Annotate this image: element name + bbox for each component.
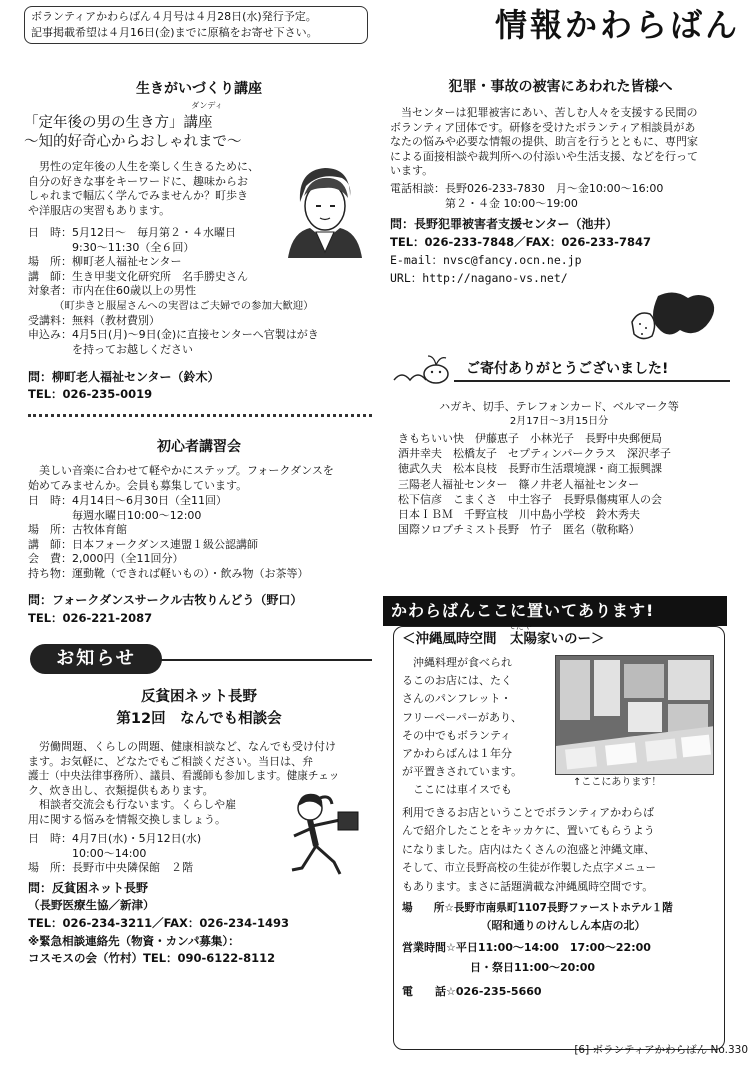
text-line: ボランティア団体です。研修を受けたボランティア相談員があ [390,120,696,134]
ikigai-subtitle: ～知的好奇心からおしゃれまで～ [24,134,242,150]
text-line: さんのパンフレット・ [402,692,512,706]
text-line: ここには車イスでも [413,783,512,797]
masthead-title: 情報かわらばん [494,6,740,44]
notice-line: 記事掲載希望は４月16日(金)までに原稿をお寄せ下さい。 [31,26,318,39]
notice-line: ボランティアかわらばん４月号は４月28日(水)発行予定。 [31,10,317,23]
notice-box [24,6,368,44]
placed-hours: 日・祭日11:00～20:00 [470,961,596,974]
text-line: 相談者交流会も行ないます。くらしや雇 [39,798,237,812]
donation-items: ハガキ、切手、テレフォンカード、ベルマーク等 [439,400,679,413]
phone-line: 電話相談：長野026-233-7830 月～金10:00～16:00 [390,182,664,195]
detail-line: （町歩きと服屋さんへの実習はご夫婦での参加大歓迎） [28,299,314,312]
hinkon-heading: 第12回 なんでも相談会 [116,711,282,727]
donor-line: 酒井幸夫 松橋友子 セプティンパークラス 深沢孝子 [398,447,672,461]
placed-hours: 営業時間☆平日11:00～14:00 17:00～22:00 [402,941,651,954]
text-line: が平置きされています。 [402,765,523,779]
donor-list [398,431,734,537]
text-line: フリーペーパーがあり、 [402,710,523,724]
crime-email: E-mail：nvsc@fancy.ocn.ne.jp [390,253,582,267]
placed-phone: 電 話☆026-235-5660 [402,985,542,998]
text-line: アかわらばんは１年分 [402,747,512,761]
text-line: 始めてみませんか。会員も募集しています。 [28,478,248,492]
placed-banner: かわらばんここに置いてあります! [383,596,727,626]
detail-line: 申込み：4月5日(月)～9日(金)に直接センターへ官製はがき [28,328,319,342]
text-line: るこのお店には、たく [402,674,512,688]
detail-line: 対象者：市内在住60歳以上の男性 [28,284,196,298]
text-line: 当センターは犯罪被害にあい、苦しむ人々を支援する民間の [401,106,698,119]
detail-line: 9:30～11:30（全６回） [28,240,195,254]
crime-heading: 犯罪・事故の被害にあわれた皆様へ [448,79,673,95]
detail-line: 日 時：4月14日～6月30日（全11回） [28,494,227,507]
page-footer: [6] ボランティアかわらばん No.330 [574,1044,748,1056]
donor-line: 三陽老人福祉センター 篠ノ井老人福祉センター [398,477,640,491]
crime-phone [390,182,734,211]
beginner-details [28,494,374,582]
text-line: んで紹介したことをキッカケに、置いてもらうよう [402,824,655,838]
beginner-body [28,464,374,493]
hinkon-heading: 反貧困ネット長野 [141,689,257,705]
text-line: 美しい音楽に合わせて軽やかにステップ。フォークダンスを [39,464,334,477]
woman-illustration [280,790,374,876]
text-line: 自分の好きな事をキーワードに、趣味からお [28,174,248,188]
text-line: もあります。まさに話題満載な沖縄風時空間です。 [402,879,654,893]
strawberry-illustration [628,288,720,344]
text-line: ます。お気軽に、どなたでもご相談ください。当日は、弁 [28,754,314,768]
text-line: その中でもボランティ [402,728,512,742]
detail-line: 場 所：長野市中央隣保館 ２階 [28,861,193,875]
text-line: います。 [390,164,434,178]
hinkon-emergency: ※緊急相談連絡先（物資・カンパ募集）： [28,934,240,948]
hinkon-details [28,832,288,876]
text-line: ク、炊き出し、衣類提供もあります。 [28,783,214,797]
crime-tel: TEL：026-233-7848／FAX：026-233-7847 [390,235,651,249]
donor-line: 松下信彦 こまくさ 中土容子 長野県傷痍軍人の会 [398,492,662,506]
beginner-contact: 問：フォークダンスサークル古牧りんどう（野口） [28,593,303,607]
detail-line: 日 時：5月12日～ 毎月第２・４水曜日 [28,226,236,239]
donation-period: 2月17日～3月15日分 [509,416,609,427]
detail-line: 毎週水曜日10:00～12:00 [28,508,202,522]
ikigai-details [28,226,374,357]
store-photo [555,655,714,775]
text-line: 沖縄料理が食べられ [413,656,512,669]
photo-caption: ↑ここにあります！ [573,777,662,788]
ikigai-body [28,160,290,218]
text-line: 護士（中央法律事務所）、議員、看護師も参加します。健康チェッ [28,770,340,783]
crime-contact: 問：長野犯罪被害者支援センター（池井） [390,217,618,231]
address-line: 場 所☆長野市南県町1107長野ファーストホテル１階 [402,902,673,914]
text-line: しゃれまで幅広く学んでみませんか？町歩き [28,189,248,203]
ikigai-tel: TEL：026-235-0019 [28,387,153,401]
text-line: 利用できるお店ということでボランティアかわらば [402,806,655,819]
placed-body [402,804,724,896]
ikigai-heading: 生きがいづくり講座 [136,81,262,97]
detail-line: 講 師：日本フォークダンス連盟１級公認講師 [28,537,259,551]
placed-title: ＜沖縄風時空間 太陽家いのー＞ [402,631,605,647]
detail-line: 講 師：生き甲斐文化研究所 名手勝史さん [28,269,248,283]
section-divider [28,414,372,417]
text-line: 男性の定年後の人生を楽しく生きるために、 [39,160,259,173]
donation-rule [454,380,730,382]
text-line: なたの悩みや必要な情報の提供、助言を行うとともに、専門家 [390,135,698,149]
placed-address2: （昭和通りのけんしん本店の北） [480,919,646,932]
donor-line: 日本ＩＢＭ 千野宣枝 川中島小学校 鈴木秀夫 [398,508,640,522]
text-line: 労働問題、くらしの問題、健康相談など、なんでも受け付け [39,740,336,753]
text-line: になりました。店内はたくさんの泡盛と沖縄文庫、 [402,842,655,856]
hinkon-tel: TEL：026-234-3211／FAX：026-234-1493 [28,916,289,930]
text-line: や洋服店の実習もあります。 [28,203,171,217]
detail-line: 持ち物：運動靴（できれば軽いもの）・飲み物（お茶等） [28,566,309,580]
donation-heading: ご寄付ありがとうございました! [466,361,669,377]
hinkon-contact: 問：反貧困ネット長野 [28,881,149,895]
oshirase-label: お知らせ [30,644,162,674]
hinkon-emergency: コスモスの会（竹村）TEL：090-6122-8112 [28,951,276,965]
pill-rule [150,659,372,661]
beginner-tel: TEL：026-221-2087 [28,611,153,625]
beginner-heading: 初心者講習会 [157,439,241,455]
ikigai-contact: 問：柳町老人福祉センター（鈴木） [28,370,220,384]
donor-line: きもちいい快 伊藤恵子 小林光子 長野中央郵便局 [398,432,662,445]
detail-line: 場 所：柳町老人福祉センター [28,255,182,269]
detail-line: 10:00～14:00 [28,846,147,860]
text-line: による面接相談や裁判所への付添いや生活支援、などを行って [390,149,698,163]
donation-doodle [392,352,452,386]
donor-line: 徳武久夫 松本良枝 長野市生活環境課・商工振興課 [398,462,662,476]
detail-line: を持ってお越しください [28,342,193,356]
ikigai-subtitle: 「定年後の男の生き方」講座 [24,115,213,131]
detail-line: 会 費：2,000円（全11回分） [28,552,184,566]
placed-intro [402,654,556,800]
phone-line: 第２・４金 10:00～19:00 [390,196,578,210]
detail-line: 日 時：4月7日(水)・5月12日(水) [28,832,202,845]
text-line: そして、市立長野高校の生徒が作製した点字メニュー [402,862,657,875]
crime-url: URL：http://nagano-vs.net/ [390,271,568,285]
donor-line: 国際ソロプチミスト長野 竹子 匿名（敬称略） [398,523,640,537]
detail-line: 受講料：無料（教材費別） [28,313,160,327]
ikigai-ruby: ダンディ [191,101,223,110]
placed-address [402,900,724,916]
crime-body [390,106,734,179]
hinkon-contact: （長野医療生協／新津） [28,898,155,912]
placed-ruby: てだや [508,622,532,631]
detail-line: 場 所：古牧体育館 [28,523,127,537]
text-line: 用に関する悩みを情報交換しましょう。 [28,812,226,826]
